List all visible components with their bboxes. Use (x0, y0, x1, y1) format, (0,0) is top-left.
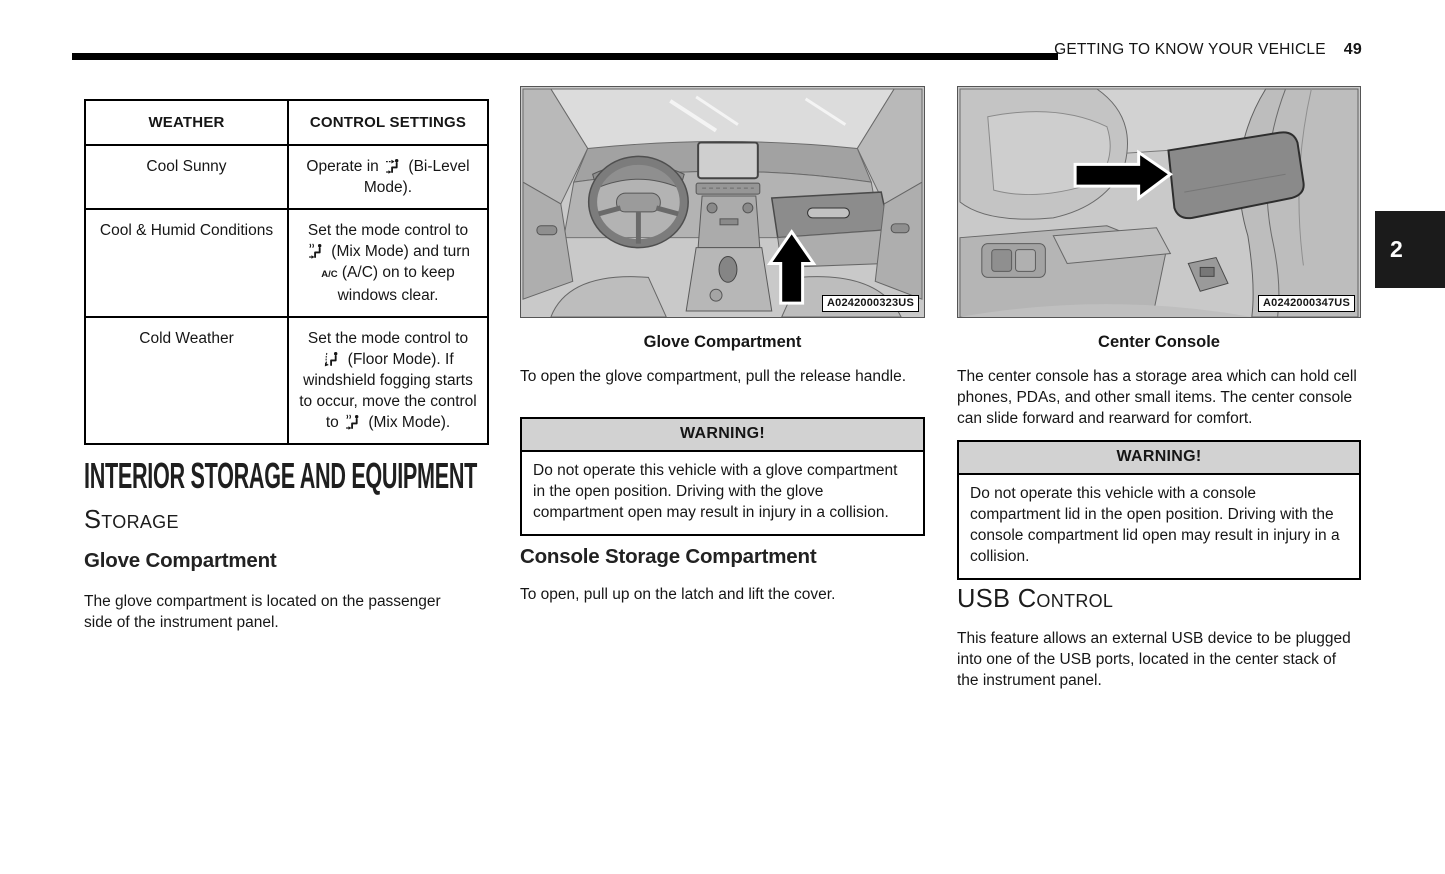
control-text: Set the mode control to (307, 222, 469, 239)
control-settings-cell (288, 317, 488, 444)
glove-compartment-figure (520, 86, 925, 318)
control-text: Operate in (306, 158, 384, 175)
control-text: (Floor Mode). If windshield fogging starts to occur, move the control to (299, 351, 477, 431)
glove-compartment-text: The glove compartment is located on the passenger side of the instrument panel. (84, 593, 441, 631)
control-text: (Mix Mode). (364, 414, 451, 431)
table-row (85, 317, 488, 444)
figure-code: A0242000323US (822, 295, 919, 312)
topic-heading-console-storage: Console Storage Compartment (520, 545, 817, 568)
control-text: (Mix Mode) and turn (327, 243, 470, 260)
subsection-heading-storage: Storage (84, 506, 179, 534)
center-console-illustration (958, 87, 1360, 317)
console-storage-instructions: To open, pull up on the latch and lift the cover. (520, 586, 836, 603)
ac-icon: A/C (321, 269, 338, 280)
running-header-title: GETTING TO KNOW YOUR VEHICLE (1054, 41, 1326, 58)
windshield (551, 89, 894, 148)
control-settings-cell (288, 209, 488, 317)
subsection-heading-usb-control: USB Control (957, 585, 1114, 613)
hvac-settings-table (84, 99, 489, 445)
glove-box-handle (808, 208, 850, 218)
weather-column-header: WEATHER (85, 100, 288, 145)
mix-mode-icon (345, 414, 362, 430)
figure-caption-center-console: Center Console (1098, 333, 1220, 351)
warning-title: WARNING! (959, 442, 1359, 475)
figure-caption-glove-compartment: Glove Compartment (643, 333, 802, 351)
warning-text: Do not operate this vehicle with a console compartment lid in the open position. Driving with the console compartment lid open may result in injury in a collision. (970, 485, 1340, 565)
floor-mode-icon (324, 351, 341, 367)
usb-control-text: This feature allows an external USB device to be plugged into one of the USB ports, located in the center stack of the instrument panel. (957, 630, 1351, 689)
topic-heading-glove-compartment: Glove Compartment (84, 549, 277, 572)
page-number: 49 (1343, 41, 1362, 58)
dashboard-illustration (521, 87, 924, 317)
center-console-figure (957, 86, 1361, 318)
warning-title: WARNING! (522, 419, 923, 452)
table-row (85, 209, 488, 317)
figure-code: A0242000347US (1258, 295, 1355, 312)
section-heading-interior-storage: INTERIOR STORAGE AND EQUIPMENT (84, 455, 478, 496)
mix-mode-icon (308, 243, 325, 259)
center-console-text: The center console has a storage area which can hold cell phones, PDAs, and other small items. The center console can slide forward and rearward for comfort. (957, 368, 1357, 427)
chapter-tab (1375, 211, 1445, 288)
weather-cell: Cool & Humid Conditions (85, 209, 288, 317)
running-header (1054, 41, 1362, 59)
table-header-row (85, 100, 488, 145)
gear-shifter (719, 257, 737, 283)
table-row (85, 145, 488, 209)
control-settings-column-header: CONTROL SETTINGS (288, 100, 488, 145)
control-settings-cell (288, 145, 488, 209)
warning-box-center-console (957, 440, 1361, 580)
control-text: (A/C) on to keep windows clear. (337, 264, 455, 304)
glove-open-instructions: To open the glove compartment, pull the release handle. (520, 368, 907, 385)
weather-cell: Cool Sunny (85, 145, 288, 209)
touchscreen (698, 143, 758, 179)
chapter-tab-label: 2 (1390, 236, 1403, 262)
control-text: Set the mode control to (307, 330, 469, 347)
weather-cell: Cold Weather (85, 317, 288, 444)
control-text: (Bi-Level Mode). (363, 158, 470, 196)
warning-box-glove-compartment (520, 417, 925, 536)
warning-text: Do not operate this vehicle with a glove compartment in the open position. Driving with the glove compartment open may result in injury in a collision. (533, 462, 898, 521)
header-rule (72, 53, 1058, 60)
bi-level-mode-icon (385, 158, 402, 174)
